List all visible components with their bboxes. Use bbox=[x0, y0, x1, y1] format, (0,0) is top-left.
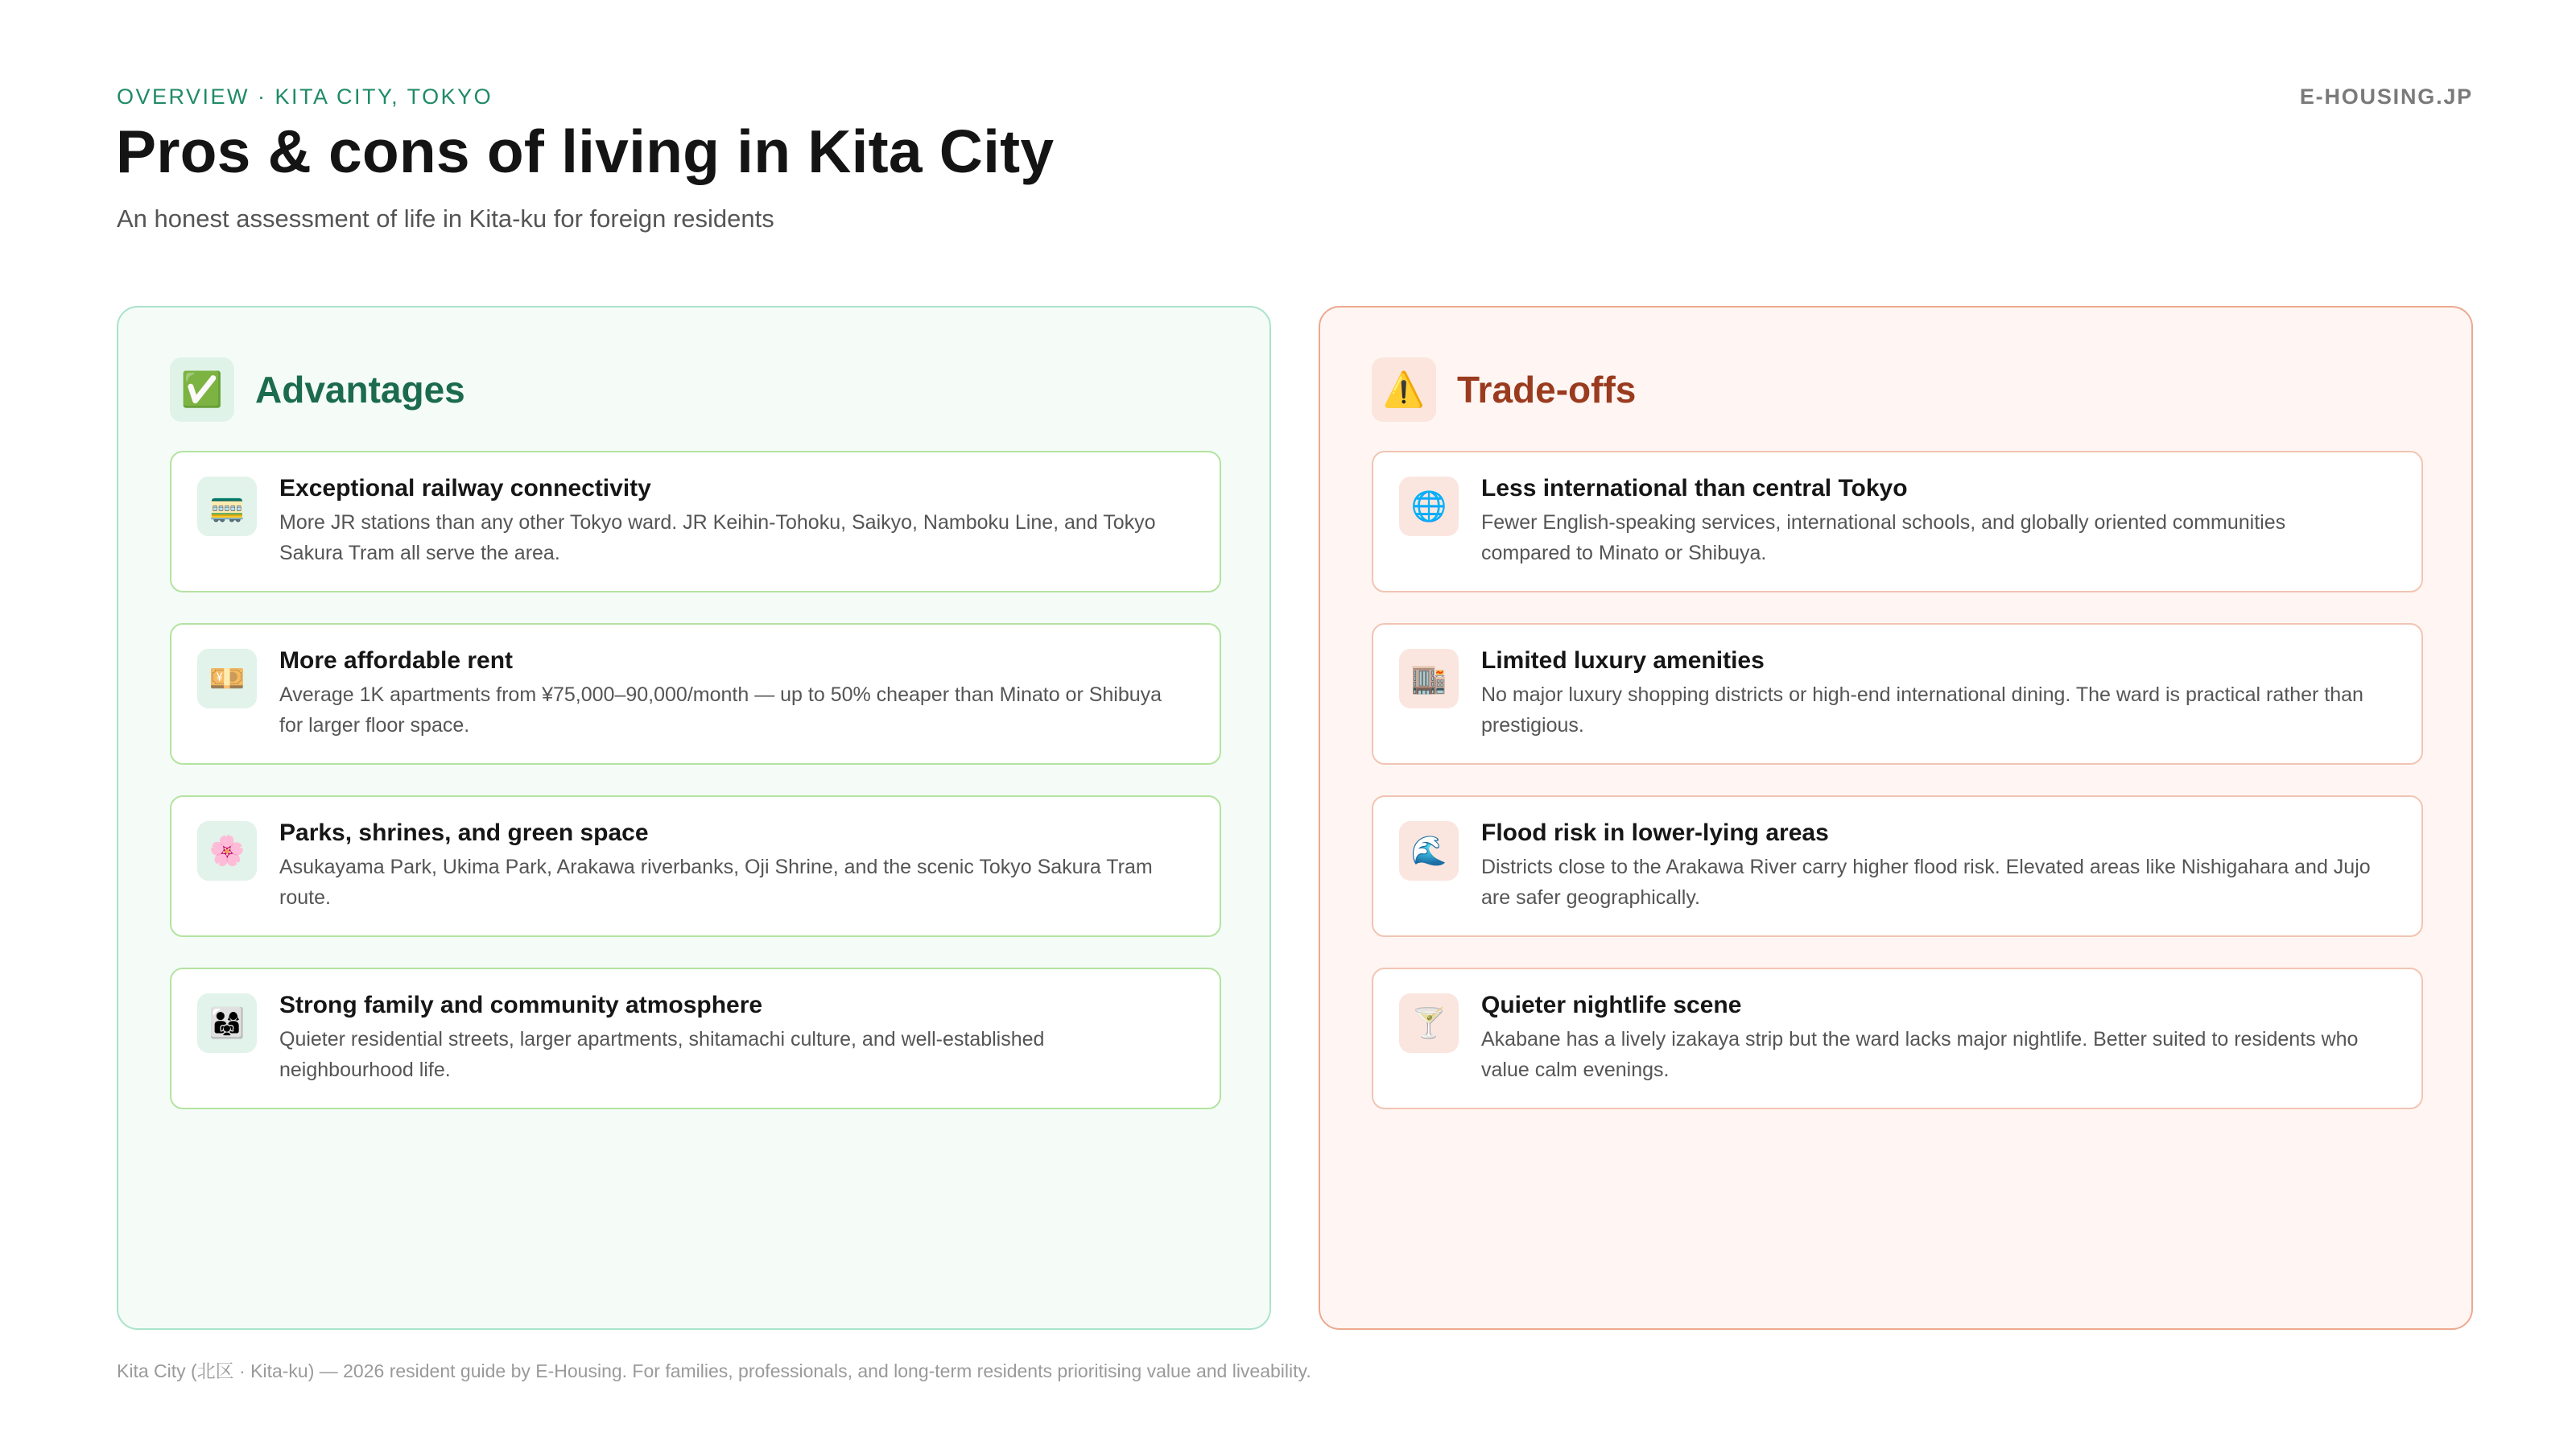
card-description: No major luxury shopping districts or high-end international dining. The ward is practical rather than prestigious. bbox=[1481, 683, 2363, 737]
tradeoffs-title: Trade-offs bbox=[1457, 369, 1637, 411]
tradeoff-card-luxury bbox=[1372, 623, 2423, 765]
globe-icon: 🌐 bbox=[1399, 477, 1459, 536]
advantages-panel bbox=[117, 306, 1271, 1330]
tradeoff-card-international bbox=[1372, 451, 2423, 592]
card-title: Limited luxury amenities bbox=[1481, 647, 1765, 674]
page-title: Pros & cons of living in Kita City bbox=[116, 118, 1055, 185]
page-subtitle: An honest assessment of life in Kita-ku for foreign residents bbox=[117, 204, 774, 233]
advantage-card-family bbox=[170, 968, 1221, 1109]
card-title: More affordable rent bbox=[279, 647, 514, 674]
card-description: Quieter residential streets, larger apartments, shitamachi culture, and well-established neighbourhood life. bbox=[279, 1028, 1045, 1081]
family-icon: 👨‍👩‍👧 bbox=[197, 993, 257, 1053]
tradeoffs-header bbox=[1372, 357, 1636, 422]
card-title: Exceptional railway connectivity bbox=[279, 475, 651, 502]
card-description: More JR stations than any other Tokyo ward. JR Keihin-Tohoku, Saikyo, Namboku Line, and Tokyo Sakura Tram all serve the area. bbox=[279, 511, 1156, 564]
card-title: Strong family and community atmosphere bbox=[279, 992, 763, 1018]
advantages-header bbox=[170, 357, 465, 422]
warning-icon: ⚠️ bbox=[1372, 357, 1436, 422]
advantage-card-railway bbox=[170, 451, 1221, 592]
tradeoff-card-flood bbox=[1372, 795, 2423, 937]
wave-icon: 🌊 bbox=[1399, 821, 1459, 881]
eyebrow-label: OVERVIEW · KITA CITY, TOKYO bbox=[117, 85, 493, 109]
advantage-card-rent bbox=[170, 623, 1221, 765]
yen-banknote-icon: 💴 bbox=[197, 649, 257, 708]
advantage-card-parks bbox=[170, 795, 1221, 937]
advantages-title: Advantages bbox=[255, 369, 465, 411]
card-description: Districts close to the Arakawa River carry higher flood risk. Elevated areas like Nishigahara and Jujo are safer geographically. bbox=[1481, 856, 2371, 909]
department-store-icon: 🏬 bbox=[1399, 649, 1459, 708]
card-title: Parks, shrines, and green space bbox=[279, 819, 649, 846]
card-description: Asukayama Park, Ukima Park, Arakawa riverbanks, Oji Shrine, and the scenic Tokyo Sakura Tram route. bbox=[279, 856, 1153, 909]
check-icon: ✅ bbox=[170, 357, 234, 422]
advantages-list bbox=[170, 451, 1221, 1140]
card-description: Fewer English-speaking services, international schools, and globally oriented communities compared to Minato or Shibuya. bbox=[1481, 511, 2286, 564]
card-title: Quieter nightlife scene bbox=[1481, 992, 1742, 1018]
tradeoffs-panel bbox=[1319, 306, 2473, 1330]
cherry-blossom-icon: 🌸 bbox=[197, 821, 257, 881]
tradeoffs-list bbox=[1372, 451, 2423, 1140]
card-title: Less international than central Tokyo bbox=[1481, 475, 1908, 502]
card-description: Akabane has a lively izakaya strip but the ward lacks major nightlife. Better suited to residents who value calm evenings. bbox=[1481, 1028, 2359, 1081]
cocktail-icon: 🍸 bbox=[1399, 993, 1459, 1053]
brand-logo[interactable]: E-HOUSING.JP bbox=[2299, 85, 2473, 109]
tram-icon: 🚃 bbox=[197, 477, 257, 536]
card-title: Flood risk in lower-lying areas bbox=[1481, 819, 1829, 846]
card-description: Average 1K apartments from ¥75,000–90,000/month — up to 50% cheaper than Minato or Shibuya for larger floor space. bbox=[279, 683, 1162, 737]
tradeoff-card-nightlife bbox=[1372, 968, 2423, 1109]
footer-note: Kita City (北区 · Kita-ku) — 2026 resident guide by E-Housing. For families, professionals, and long-term residents prioritising value and liveability. bbox=[117, 1360, 1311, 1381]
